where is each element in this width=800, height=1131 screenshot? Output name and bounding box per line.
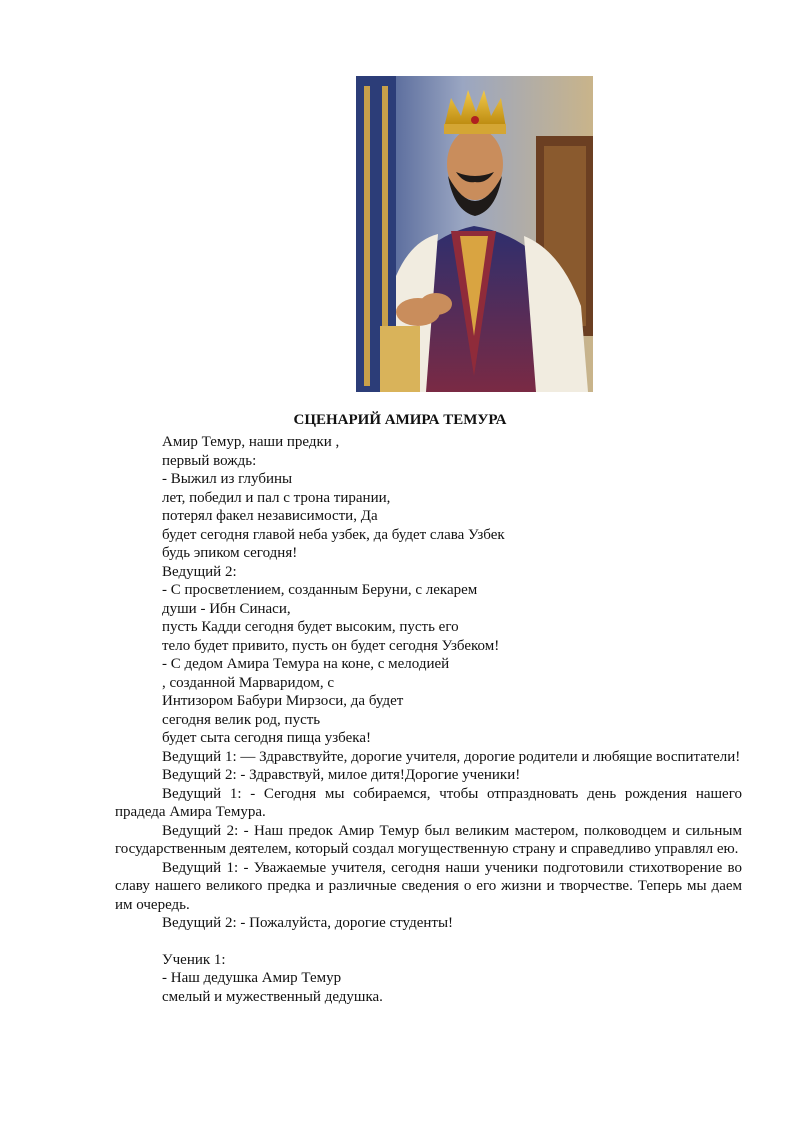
dialogue-paragraph: Ведущий 2: - Пожалуйста, дорогие студенты!	[162, 915, 454, 931]
verse-line: Ведущий 2:	[162, 563, 237, 580]
student-line: Ученик 1:	[162, 951, 226, 968]
verse-line: Интизором Бабури Мирзоси, да будет	[162, 693, 404, 709]
student-line: - Наш дедушка Амир Темур	[162, 970, 342, 986]
verse-line: будет сегодня главой неба узбек, да будет слава Узбек	[162, 526, 505, 543]
document-title: СЦЕНАРИЙ АМИРА ТЕМУРА	[293, 412, 507, 428]
verse-line: лет, победил и пал с трона тирании,	[162, 489, 391, 506]
blank-line	[115, 933, 742, 951]
student-line: смелый и мужественный дедушка.	[162, 988, 383, 1005]
dialogue-paragraph: Ведущий 1: - Уважаемые учителя, сегодня наши ученики подготовили стихотворение во славу нашего великого предка и различные сведения о его жизни и творчестве. Теперь мы даем им очередь.	[115, 859, 742, 913]
verse-line: - Выжил из глубины	[162, 471, 293, 487]
verse-line: - С просветлением, созданным Беруни, с лекарем	[162, 582, 478, 598]
dialogue-paragraph: Ведущий 2: - Здравствуй, милое дитя!Дорогие ученики!	[162, 767, 521, 783]
verse-line: будь эпиком сегодня!	[162, 545, 298, 561]
verse-line: пусть Кадди сегодня будет высоким, пусть его	[162, 619, 459, 635]
dialogue-paragraph: Ведущий 1: - Сегодня мы собираемся, чтобы отпраздновать день рождения нашего прадеда Амира Темура.	[115, 785, 742, 820]
verse-line: - С дедом Амира Темура на коне, с мелодией	[162, 656, 450, 672]
dialogue-paragraph: Ведущий 1: — Здравствуйте, дорогие учителя, дорогие родители и любящие воспитатели!	[162, 748, 741, 765]
amir-temur-portrait	[356, 76, 593, 392]
verse-line: тело будет привито, пусть он будет сегодня Узбеком!	[162, 637, 500, 654]
verse-line: потерял факел независимости, Да	[162, 508, 378, 524]
verse-line: первый вождь:	[162, 452, 257, 469]
verse-line: сегодня велик род, пусть	[162, 711, 321, 728]
verse-line: души - Ибн Синаси,	[162, 600, 291, 617]
dialogue-paragraph: Ведущий 2: - Наш предок Амир Темур был великим мастером, полководцем и сильным государственным деятелем, который создал могущественную страну и справедливо управлял ею.	[115, 822, 742, 857]
document-body	[115, 433, 742, 1006]
verse-line: Амир Темур, наши предки ,	[162, 434, 340, 450]
verse-line: будет сыта сегодня пища узбека!	[162, 730, 371, 746]
verse-line: , созданной Марваридом, с	[162, 674, 334, 691]
